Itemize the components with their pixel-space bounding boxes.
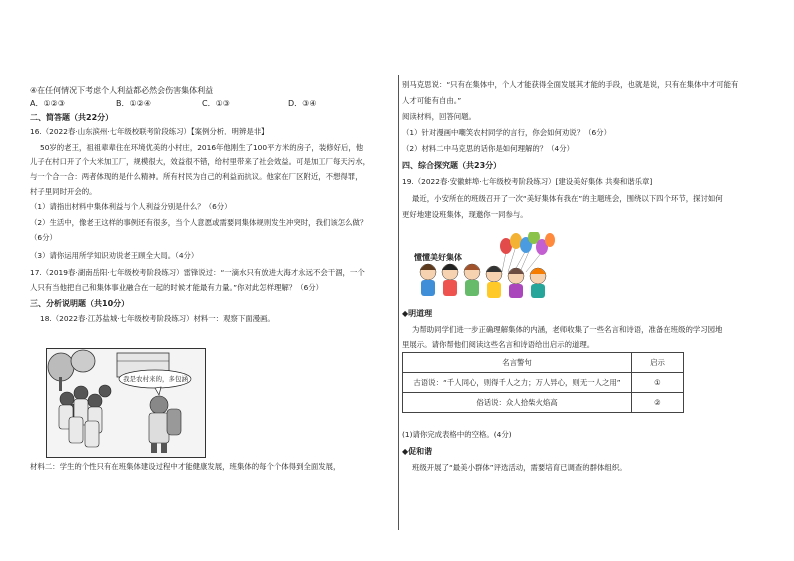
q16-material-line-4: 村子里同时开会的。 [30, 187, 97, 196]
question-19-title: 19.（2022春·安徽蚌埠·七年级校考阶段练习）[建设美好集体 共奏和谐乐章] [402, 177, 653, 186]
cartoon-image [46, 348, 206, 458]
beautiful-collective-illustration [410, 232, 565, 300]
question-17-line-2: 人只有当他把自己和集体事业融合在一起的时候才能最有力量。”你对此怎样理解？（6分） [30, 283, 324, 292]
table-row [403, 373, 684, 393]
q19-intro-line-1: 最近，小安所在的班级召开了一次“美好集体有我在”的主题班会，围绕以下四个环节，探讨如何 [412, 194, 723, 203]
cu-he-xie-heading: ◆促和谐 [402, 447, 433, 456]
choice-d: D．③④ [288, 99, 317, 108]
q19-intro-line-2: 更好地建设班集体，现邀你一同参与。 [402, 210, 528, 219]
option-4-statement: ④在任何情况下考虑个人利益都必然会伤害集体利益 [30, 86, 214, 95]
q16-material-line-1: 50岁的老王，祖祖辈辈住在环境优美的小村庄，2016年他刚生了100平方米的房子，装修好后，他 [40, 143, 364, 152]
table-cell-quote-1: 古语说：“千人同心，则得千人之力；万人异心，则无一人之用” [403, 373, 632, 393]
table-row [403, 393, 684, 413]
column-divider [398, 75, 399, 530]
table-header-row [403, 353, 684, 373]
q16-subquestion-3: （3）请你运用所学知识劝说老王顾全大局。（4分） [30, 251, 199, 260]
quotes-table [402, 352, 684, 413]
q16-subquestion-1: （1）请指出材料中集体利益与个人利益分别是什么？（6分） [30, 202, 232, 211]
right-column [402, 0, 770, 561]
section-3-heading: 三、分析说明题（共10分） [30, 299, 130, 308]
ming-dao-li-line-1: 为帮助同学们进一步正确理解集体的内涵，老师收集了一些名言和诗语，准备在班级的学习园地 [412, 325, 723, 334]
marx-quote-line-1: 别马克思说：“只有在集体中，个人才能获得全面发展其才能的手段，也就是说，只有在集体中才可能有 [402, 80, 739, 89]
marx-quote-line-2: 人才可能有自由。” [402, 96, 462, 105]
ming-dao-li-heading: ◆明道理 [402, 309, 433, 318]
question-17-line-1: 17.（2019春·湖南岳阳·七年级校考阶段练习）雷锋说过：“一滴水只有放进大海才永远不会干涸，一个 [30, 268, 365, 277]
table-header-quotes: 名言警句 [403, 353, 632, 373]
illustration-caption: 懂懂美好集体 [414, 253, 462, 262]
q16-subquestion-2-points: （6分） [30, 233, 57, 242]
left-column [30, 0, 395, 561]
children-balloons-drawing [410, 232, 565, 300]
ming-dao-li-line-2: 里展示。请你帮他们阅读这些名言和诗语给出启示的道理。 [402, 340, 595, 349]
table-cell-mark-1: ① [632, 373, 684, 393]
q16-material-line-2: 儿子在村口开了个大米加工厂，规模很大，效益很不错，给村里带来了社会效益。可是加工厂每天污水， [30, 157, 370, 166]
q18-subquestion-2: （2）材料二中马克思的话你是如何理解的？（4分） [402, 144, 575, 153]
choice-a: A．①②③ [30, 99, 65, 108]
q18-subquestion-1: （1）针对漫画中嘲笑农村同学的言行，你会如何劝说？（6分） [402, 128, 611, 137]
speech-bubble-text: 我是农村来的，多包涵 [123, 375, 188, 383]
table-instruction: (1)请你完成表格中的空格。(4分) [402, 430, 512, 439]
table-cell-quote-2: 俗话说：众人拾柴火焰高 [403, 393, 632, 413]
section-2-heading: 二、简答题（共22分） [30, 113, 114, 122]
choice-c: C．①③ [202, 99, 230, 108]
question-18-title: 18.（2022春·江苏盐城·七年级校考阶段练习）材料一：观察下面漫画。 [40, 314, 275, 323]
material-2-text: 材料二：学生的个性只有在班集体建设过程中才能健康发展，班集体的每个个体得到全面发展， [30, 462, 341, 471]
table-header-insight: 启示 [632, 353, 684, 373]
choice-b: B．①②④ [116, 99, 152, 108]
q16-subquestion-2: （2）生活中，像老王这样的事例还有很多，当个人意愿或需要同集体规则发生冲突时，我们该怎么做？ [30, 218, 368, 227]
cartoon-drawing [47, 349, 205, 457]
section-4-heading: 四、综合探究题（共23分） [402, 161, 502, 170]
read-instruction: 阅读材料，回答问题。 [402, 112, 476, 121]
table-cell-mark-2: ② [632, 393, 684, 413]
cu-he-xie-line-1: 班级开展了“最美小群体”评选活动，需要培育已调查的群体组织。 [412, 463, 627, 472]
q16-material-line-3: 与一个合一合：两者体现的是什么精神。所有村民为自己的利益而抗议。他家在厂区附近，不想得罪， [30, 172, 363, 181]
question-16-title: 16.（2022春·山东滨州·七年级校联考阶段练习）【案例分析．明辨是非】 [30, 127, 269, 136]
